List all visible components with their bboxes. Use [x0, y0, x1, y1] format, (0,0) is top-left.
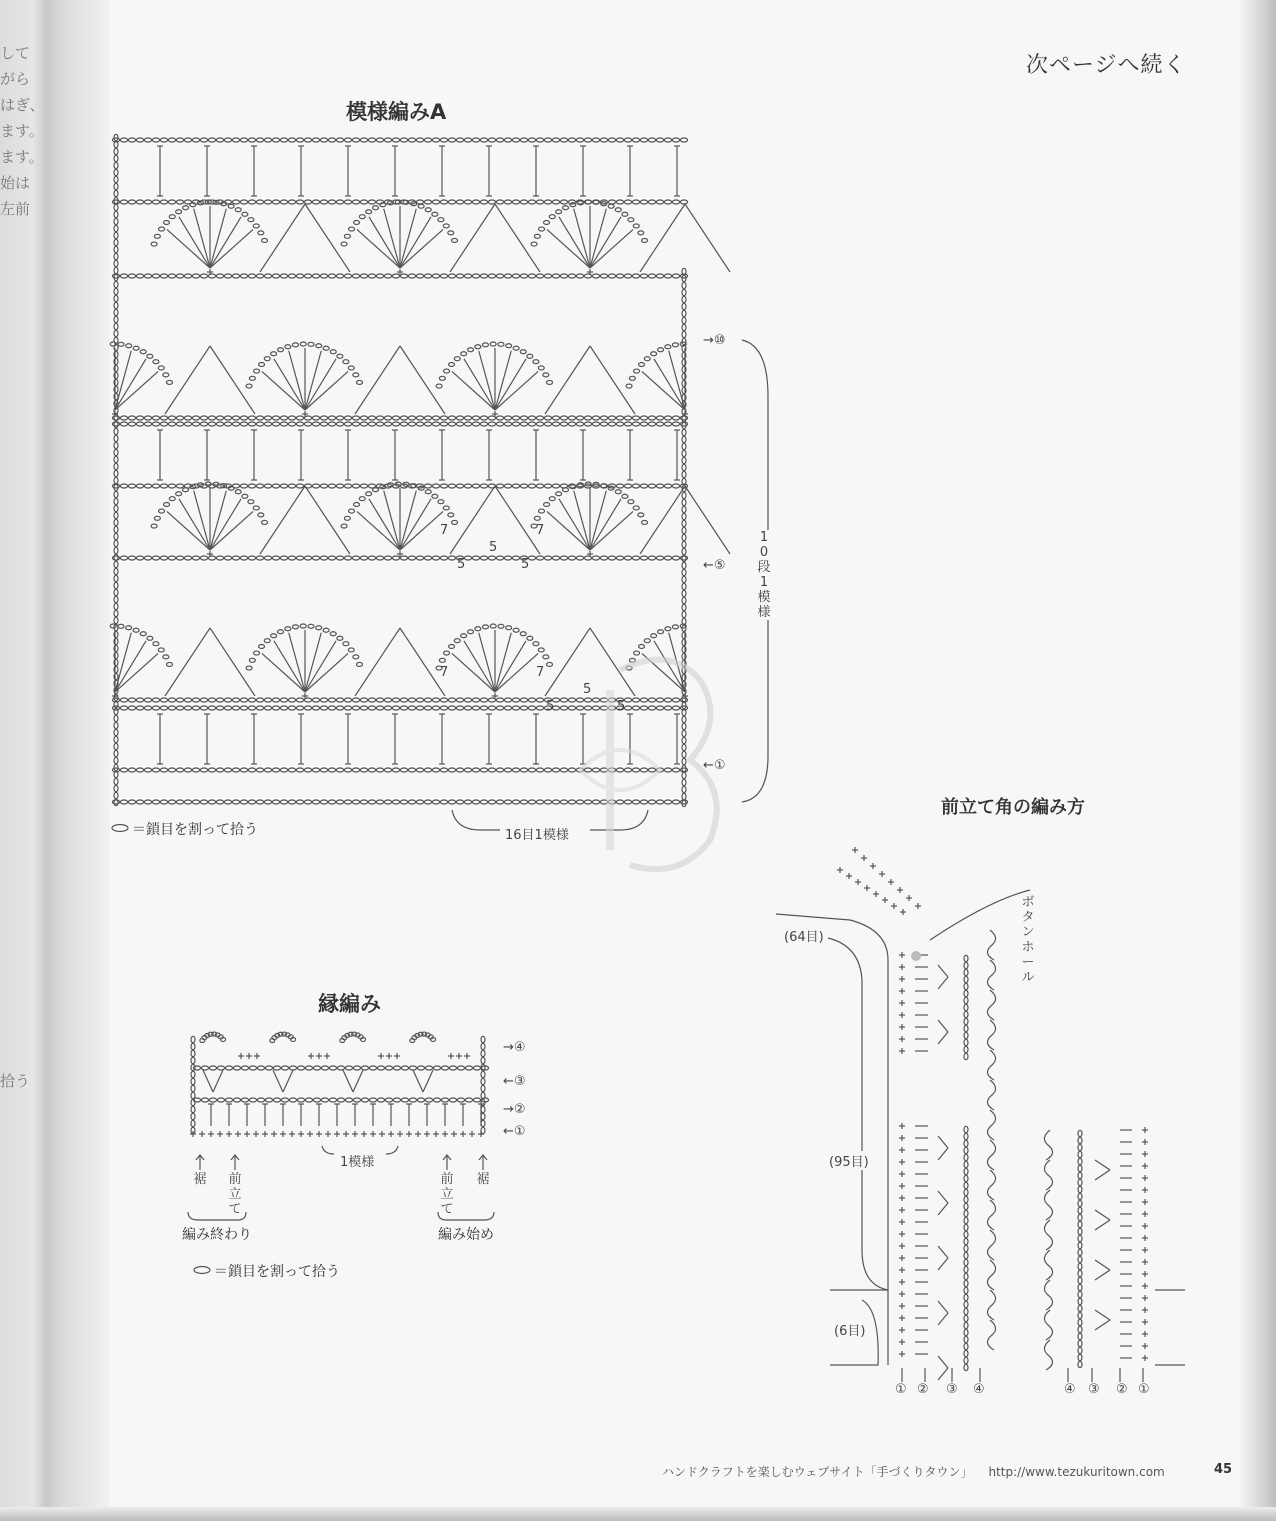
split-chain-symbol [192, 1264, 212, 1276]
front-corner-title: 前立て角の編み方 [941, 797, 1085, 818]
prev-fragment: して [0, 44, 31, 62]
stitch-count: 5 [617, 699, 626, 714]
split-chain-symbol [110, 822, 130, 834]
edging-end-label: 編み終わり [182, 1227, 252, 1243]
edging-row-marker-1: ←① [503, 1124, 526, 1139]
pattern-a-title: 模様編みA [346, 100, 447, 124]
row-number: ② [1116, 1382, 1128, 1397]
stitch-count: 5 [489, 540, 498, 555]
edging-legend: ＝鎖目を割って拾う [214, 1264, 340, 1280]
stitch-count: 7 [536, 665, 545, 680]
edging-col-label: 前立て [440, 1172, 454, 1217]
prev-fragment: 左前 [0, 200, 31, 218]
stitch-count: 7 [536, 523, 545, 538]
previous-page-text [0, 40, 45, 222]
stitch-count: 5 [546, 699, 555, 714]
row-marker-10: →⑩ [703, 333, 726, 348]
edging-repeat-label: 1模様 [340, 1155, 375, 1170]
row-number: ① [895, 1382, 907, 1397]
prev-fragment: がら [0, 70, 31, 88]
footer-text: ハンドクラフトを楽しむウェブサイト「手づくりタウン」 [662, 1465, 973, 1479]
count-label: (95目) [829, 1151, 869, 1170]
footer [662, 1463, 1165, 1480]
edging-start-label: 編み始め [438, 1227, 494, 1243]
count-label: (64目) [784, 926, 824, 945]
edging-chart [185, 1022, 505, 1152]
page-number: 45 [1214, 1462, 1233, 1477]
pattern-a-legend: ＝鎖目を割って拾う [132, 822, 258, 838]
prev-fragment: ます。 [0, 148, 44, 166]
count-label: (6目) [834, 1320, 865, 1339]
row-number: ② [917, 1382, 929, 1397]
book-spine-shadow [0, 0, 110, 1521]
stitch-count: 5 [583, 682, 592, 697]
buttonhole-label: ボタンホール [1021, 895, 1035, 985]
edging-col-label: 裾 [476, 1172, 490, 1187]
edging-row-marker-2: →② [503, 1102, 526, 1117]
stitch-count: 7 [440, 523, 449, 538]
edging-title: 縁編み [318, 992, 381, 1016]
footer-url: http://www.tezukuritown.com [988, 1465, 1165, 1479]
row-number: ④ [1064, 1382, 1076, 1397]
front-corner-chart [770, 830, 1200, 1390]
row-marker-1: ←① [703, 758, 726, 773]
row-number: ③ [1088, 1382, 1100, 1397]
edging-col-label: 裾 [193, 1172, 207, 1187]
stitch-count: 5 [457, 557, 466, 572]
prev-fragment: 拾う [0, 1072, 31, 1090]
prev-fragment: ます。 [0, 122, 44, 140]
stitch-count: 7 [440, 665, 449, 680]
row-number: ④ [973, 1382, 985, 1397]
edging-col-label: 前立て [228, 1172, 242, 1217]
edging-row-marker-4: →④ [503, 1040, 526, 1055]
prev-fragment: はぎ、 [0, 96, 45, 114]
page-bottom-edge [0, 1507, 1276, 1521]
stitch-count: 5 [521, 557, 530, 572]
row-number: ① [1138, 1382, 1150, 1397]
row-marker-5: ←⑤ [703, 558, 726, 573]
page-edge-shadow [1240, 0, 1276, 1521]
row-repeat-label: 10段1模様 [757, 530, 771, 620]
stitch-repeat-label: 16目1模様 [505, 828, 569, 843]
edging-row-marker-3: ←③ [503, 1074, 526, 1089]
edging-arrows [190, 1152, 490, 1172]
continue-note: 次ページへ続く [1026, 53, 1187, 78]
watermark-logo [560, 650, 730, 880]
prev-fragment: 始は [0, 174, 31, 192]
row-number: ③ [946, 1382, 958, 1397]
